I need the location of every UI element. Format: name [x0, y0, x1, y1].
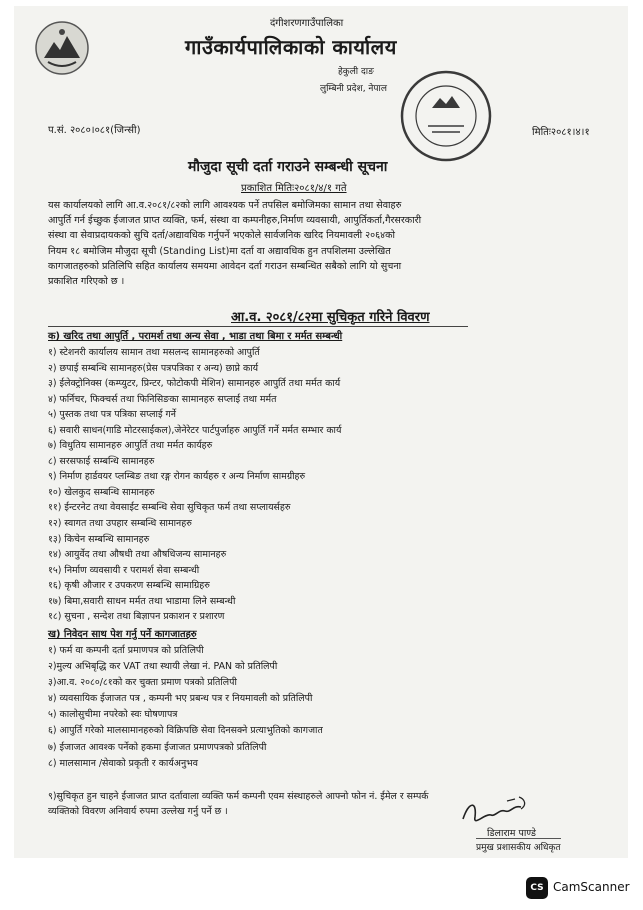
- list-item: ४) व्यवसायिक ईजाजत पत्र , कम्पनी भए प्रबन्ध पत्र र नियमावली को प्रतिलिपी: [48, 693, 313, 705]
- list-item: १७) बिमा,सवारी साधन मर्मत तथा भाडामा लिने सम्बन्धी: [48, 595, 236, 607]
- notice-date: मितिः२०८१।४।१: [532, 127, 590, 138]
- body-line: कागजातहरुको प्रतिलिपि सहित कार्यालय समयमा आवेदन दर्ता गराउन सम्बन्धित सबैको लागि यो सुचना: [48, 260, 402, 272]
- list-item: ३) ईलेक्ट्रोनिक्स (कम्प्युटर, प्रिन्टर, फोटोकपी मेशिन) सामानहरु आपुर्ति तथा मर्मत कार्य: [48, 378, 341, 390]
- divider: [48, 326, 468, 327]
- closing-line: व्यक्तिको विवरण अनिवार्य रुपमा उल्लेख गर्नु पर्ने छ ।: [48, 806, 228, 817]
- list-item: ८) सरसफाई सम्बन्धि सामानहरु: [48, 455, 155, 467]
- signatory-name: डिलाराम पाण्डे: [487, 828, 536, 839]
- notice-body: [48, 198, 614, 289]
- list-item: ३)आ.व. २०८०/८१को कर चुक्ता प्रमाण पत्रको प्रतिलिपी: [48, 677, 237, 689]
- body-line: प्रकाशित गरिएको छ ।: [48, 276, 125, 288]
- closing-line: ९)सुचिकृत हुन चाहने ईजाजत प्राप्त दर्तावाला व्यक्ति फर्म कम्पनी एवम संस्थाहरुले आफ्नो फोन नं. ईमेल र सम्पर्क: [48, 791, 429, 802]
- section-title: आ.व. २०८१/८२मा सुचिकृत गरिने विवरण: [231, 310, 430, 325]
- list-item: १२) स्वागत तथा उपहार सम्बन्धि सामानहरु: [48, 518, 192, 530]
- list-item: १३) किचेन सम्बन्धि सामानहरु: [48, 533, 150, 545]
- list-item: ७) विधुतिय सामानहरु आपुर्ति तथा मर्मत कार्यहरु: [48, 440, 213, 452]
- list-item: १६) कृषी औजार र उपकरण सम्बन्धि सामाग्रिहरु: [48, 580, 210, 592]
- list-item: ९) निर्माण हार्डवयर प्लम्बिङ तथा रङ्ग रोगन कार्यहरु र अन्य निर्माण सामग्रीहरु: [48, 471, 306, 483]
- body-line: यस कार्यालयको लागि आ.व.२०८१/८२को लागि आवश्यक पर्ने तपसिल बमोजिमका सामान तथा सेवाहरु: [48, 200, 402, 211]
- list-item: ५) कालोसुचीमा नपरेको स्वः घोषणापत्र: [48, 709, 178, 721]
- camscanner-label: CamScanner: [553, 880, 630, 894]
- signatory-designation: प्रमुख प्रशासकीय अधिकृत: [476, 838, 561, 853]
- list-item: १८) सुचना , सन्देश तथा बिज्ञापन प्रकाशन र प्रशारण: [48, 611, 225, 623]
- body-line: संस्था वा सेवाप्रदायकको सुचि दर्ता/अद्यावधिक गर्नुपर्ने भएकोले सार्वजनिक खरिद नियमावली २०६४को: [48, 230, 395, 242]
- list-item: ११) ईन्टरनेट तथा वेवसाईट सम्बन्धि सेवा सुचिकृत फर्म तथा सप्लायर्सहरु: [48, 502, 291, 514]
- emblem-icon: [34, 20, 90, 76]
- list-item: १५) निर्माण व्यवसायी र परामर्श सेवा सम्बन्धी: [48, 564, 200, 576]
- section-b-list: [48, 643, 323, 772]
- list-item: २)मुल्य अभिबृद्धि कर VAT तथा स्थायी लेखा नं. PAN को प्रतिलिपी: [48, 661, 278, 673]
- notice-subject: मौजुदा सूची दर्ता गराउने सम्बन्धी सूचना: [188, 159, 388, 175]
- list-item: २) छपाई सम्बन्धि सामानहरु(प्रेस पत्रपत्रिका र अन्य) छाप्ने कार्य: [48, 362, 259, 374]
- office-stamp-icon: [398, 68, 494, 164]
- list-item: ७) ईजाजत आवश्क पर्नेको हकमा ईजाजत प्रमाणपत्रको प्रतिलिपी: [48, 741, 267, 753]
- reference-number: प.सं. २०८०।०८१(जिन्सी): [48, 125, 141, 136]
- address-line-1: हेकुली दाङ: [338, 67, 374, 77]
- list-item: ६) सवारी साधन(गाडि मोटरसाईकल),जेनेरेटर पार्टपुर्जाहरु आपुर्ति गर्ने मर्मत सम्भार कार्य: [48, 424, 342, 436]
- camscanner-logo-icon: CS: [526, 877, 548, 899]
- list-item: ५) पुस्तक तथा पत्र पत्रिका सप्लाई गर्ने: [48, 409, 177, 421]
- list-item: ८) मालसामान /सेवाको प्रकृती र कार्यअनुभव: [48, 757, 198, 769]
- section-b-heading: ख) निवेदन साथ पेश गर्नु पर्ने कागजातहरु: [48, 629, 197, 640]
- body-line: नियम १८ बमोजिम मौजुदा सूची (Standing List)मा दर्ता वा अद्यावधिक हुन तपशिलमा उल्लेखित: [48, 245, 391, 257]
- list-item: १) स्टेशनरी कार्यालय सामान तथा मसलन्द सामानहरुको आपुर्ति: [48, 347, 260, 358]
- office-title: गाउँकार्यपालिकाको कार्यालय: [185, 35, 397, 59]
- list-item: १४) आयुर्वेद तथा औषधी तथा औषधिजन्य सामानहरु: [48, 549, 227, 561]
- section-a-list: [48, 345, 341, 625]
- published-date: प्रकाशित मितिः२०८१/४/१ गते: [241, 183, 347, 194]
- list-item: ४) फर्निचर, फिक्चर्स तथा फिनिसिङका सामानहरु सप्लाई तथा मर्मत: [48, 393, 277, 405]
- section-a-heading: क) खरिद तथा आपुर्ति , परामर्श तथा अन्य सेवा , भाडा तथा बिमा र मर्मत सम्बन्धी: [48, 331, 343, 342]
- address-line-2: लुम्बिनी प्रदेश, नेपाल: [320, 84, 387, 94]
- municipality-name: दंगीशरणगाउँपालिका: [270, 18, 344, 29]
- list-item: ६) आपुर्ति गरेको मालसामानहरुको विक्रिपछि सेवा दिनसक्ने प्रत्याभुतिको कागजात: [48, 725, 323, 737]
- body-line: आपुर्ति गर्न ईच्छुक ईजाजत प्राप्त व्यक्ति, फर्म, संस्था वा कम्पनीहरु,निर्माण व्यवसायी, आपुर्तिकर्ता,गैरसरकारी: [48, 215, 422, 227]
- list-item: १) फर्म वा कम्पनी दर्ता प्रमाणपत्र को प्रतिलिपी: [48, 645, 204, 656]
- list-item: १०) खेलकुद सम्बन्धि सामानहरु: [48, 486, 155, 498]
